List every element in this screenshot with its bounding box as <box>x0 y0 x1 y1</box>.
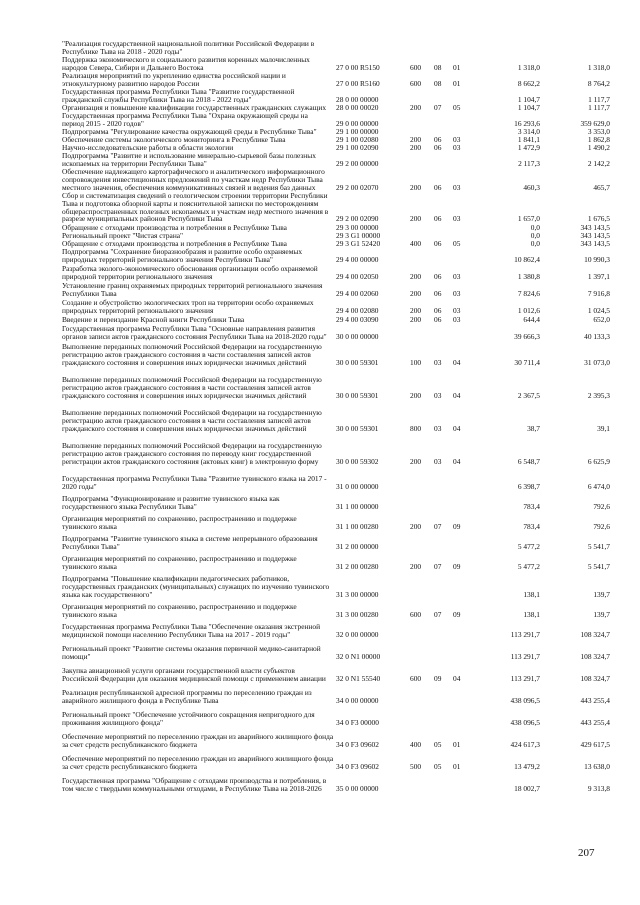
amount-year-2: 13 638,0 <box>584 761 610 771</box>
amount-year-1: 138,1 <box>523 609 540 619</box>
subsection-code: 03 <box>453 288 461 298</box>
target-article-code: 29 4 00 03090 <box>336 315 379 324</box>
section-code: 06 <box>434 239 442 248</box>
target-article-code: 29 4 00 00000 <box>336 254 379 264</box>
row-name: Сбор и систематизация сведений о геологическом строении территории Республики Тыва и подготовка обзорной карты и пояснительной записки по месторождениям общераспространенных полезных ископаемых и участкам недр местного значения в разрезе муниципальных районов Республики Тыва <box>62 191 329 224</box>
amount-year-2: 443 255,4 <box>580 695 610 705</box>
amount-year-1: 438 096,5 <box>510 717 540 727</box>
amount-year-2: 39,1 <box>597 423 610 433</box>
amount-year-2: 1 117,7 <box>588 94 610 104</box>
amount-year-1: 1 104,7 <box>517 94 540 104</box>
amount-year-1: 18 002,7 <box>514 783 540 793</box>
expense-type-code: 200 <box>410 305 422 315</box>
amount-year-2: 9 313,8 <box>587 783 610 793</box>
row-name: Обращение с отходами производства и потребления в Республике Тыва <box>62 223 287 232</box>
amount-year-2: 465,7 <box>593 182 610 192</box>
expense-type-code: 200 <box>410 456 422 466</box>
target-article-code: 34 0 00 00000 <box>336 695 379 705</box>
row-name: Организация мероприятий по сохранению, распространению и поддержке тувинского языка <box>62 514 297 531</box>
subsection-code: 09 <box>453 609 461 619</box>
amount-year-2: 6 474,0 <box>587 481 610 491</box>
amount-year-2: 1 490,2 <box>587 143 610 152</box>
amount-year-1: 0,0 <box>530 223 540 232</box>
amount-year-2: 1 318,0 <box>587 62 610 72</box>
amount-year-1: 38,7 <box>527 423 540 433</box>
row-name: Установление границ охраняемых природных территорий регионального значения Республики Тыва <box>62 281 323 298</box>
target-article-code: 30 0 00 59301 <box>336 357 379 367</box>
target-article-code: 28 0 00 00000 <box>336 94 379 104</box>
target-article-code: 35 0 00 00000 <box>336 783 379 793</box>
amount-year-1: 783,4 <box>523 501 540 511</box>
expense-type-code: 200 <box>410 390 422 400</box>
expense-type-code: 200 <box>410 288 422 298</box>
amount-year-1: 1 657,0 <box>517 214 540 224</box>
row-name: Научно-исследовательские работы в области экологии <box>62 143 234 152</box>
amount-year-2: 2 395,3 <box>587 390 610 400</box>
amount-year-1: 113 291,7 <box>510 651 540 661</box>
row-name: Государственная программа Республики Тыва "Основные направления развития органов записи актов гражданского состояния Республики Тыва на 2018-2020 годы" <box>62 324 327 341</box>
expense-type-code: 400 <box>410 239 422 248</box>
amount-year-2: 5 541,7 <box>587 541 610 551</box>
amount-year-1: 13 479,2 <box>514 761 540 771</box>
amount-year-2: 139,7 <box>593 609 610 619</box>
subsection-code: 03 <box>453 135 461 144</box>
row-name: Государственная программа Республики Тыва "Развитие тувинского языка на 2017 - 2020 годы" <box>62 474 327 491</box>
amount-year-1: 1 012,6 <box>517 305 540 315</box>
amount-year-1: 7 824,6 <box>517 288 540 298</box>
row-name: Обращение с отходами производства и потребления в Республике Тыва <box>62 239 287 248</box>
amount-year-2: 1 117,7 <box>588 103 610 112</box>
target-article-code: 31 0 00 00000 <box>336 481 379 491</box>
amount-year-1: 1 380,8 <box>517 271 540 281</box>
expense-type-code: 200 <box>410 182 422 192</box>
target-article-code: 27 0 00 R5160 <box>336 78 380 88</box>
amount-year-2: 343 143,5 <box>580 239 610 248</box>
section-code: 08 <box>434 62 442 72</box>
amount-year-1: 3 314,0 <box>517 127 540 136</box>
target-article-code: 29 1 00 02080 <box>336 135 379 144</box>
row-name: Выполнение переданных полномочий Российской Федерации на государственную регистрацию актов гражданского состояния по переводу книг государственной регистрации актов гражданского состояния (актовых книг) в электронную форму <box>62 441 322 466</box>
target-article-code: 29 4 00 02050 <box>336 271 379 281</box>
target-article-code: 29 0 00 00000 <box>336 118 379 128</box>
section-code: 06 <box>434 143 442 152</box>
target-article-code: 29 4 00 02080 <box>336 305 379 315</box>
amount-year-1: 0,0 <box>530 231 540 240</box>
row-name: Создание и обустройство экологических троп на территории особо охраняемых природных территорий регионального значения <box>62 298 314 315</box>
target-article-code: 32 0 N1 00000 <box>336 651 381 661</box>
target-article-code: 31 1 00 00000 <box>336 501 379 511</box>
target-article-code: 29 2 00 02090 <box>336 214 379 224</box>
row-name: Разработка эколого-экономического обоснования организации особо охраняемой природной территории регионального значения <box>62 264 318 281</box>
target-article-code: 29 4 00 02060 <box>336 288 379 298</box>
amount-year-2: 3 353,0 <box>587 127 610 136</box>
amount-year-1: 424 617,3 <box>510 739 540 749</box>
amount-year-1: 8 662,2 <box>517 78 540 88</box>
amount-year-1: 10 862,4 <box>514 254 540 264</box>
target-article-code: 30 0 00 59301 <box>336 390 379 400</box>
amount-year-1: 1 841,1 <box>517 135 540 144</box>
row-name: Региональный проект "Чистая страна" <box>62 231 184 240</box>
amount-year-1: 1 472,9 <box>517 143 540 152</box>
row-name: Организация мероприятий по сохранению, распространению и поддержке тувинского языка <box>62 602 297 619</box>
expense-type-code: 200 <box>410 521 422 531</box>
section-code: 03 <box>434 456 442 466</box>
row-name: Подпрограмма "Развитие и использование минерально-сырьевой базы полезных ископаемых на территории Республики Тыва" <box>62 151 316 168</box>
amount-year-1: 113 291,7 <box>510 629 540 639</box>
section-code: 06 <box>434 305 442 315</box>
target-article-code: 29 3 G1 00000 <box>336 231 381 240</box>
expense-type-code: 200 <box>410 561 422 571</box>
amount-year-2: 792,6 <box>593 501 610 511</box>
section-code: 07 <box>434 609 442 619</box>
amount-year-2: 1 397,1 <box>587 271 610 281</box>
row-name: Государственная программа "Обращение с отходами производства и потребления, в том числе с твердыми коммунальными отходами, в Республике Тыва на 2018-2026 <box>62 776 327 793</box>
subsection-code: 04 <box>453 673 461 683</box>
row-name: "Реализация государственной национальной политики Российской Федерации в Республике Тыва на 2018 - 2020 годы" <box>62 39 315 56</box>
subsection-code: 05 <box>453 239 461 248</box>
row-name: Государственная программа Республики Тыва "Развитие государственной гражданской службы Республики Тыва на 2018 - 2022 годы" <box>62 87 295 104</box>
amount-year-2: 443 255,4 <box>580 717 610 727</box>
section-code: 06 <box>434 182 442 192</box>
section-code: 06 <box>434 288 442 298</box>
expense-type-code: 200 <box>410 103 422 112</box>
amount-year-1: 39 666,3 <box>514 331 540 341</box>
amount-year-2: 108 324,7 <box>580 673 610 683</box>
section-code: 06 <box>434 135 442 144</box>
row-name: Выполнение переданных полномочий Российской Федерации на государственную регистрацию актов гражданского состояния в части составления записей актов гражданского состояния и совершения иных юридически значимых действий <box>62 408 322 433</box>
subsection-code: 03 <box>453 315 461 324</box>
row-name: Реализация мероприятий по укреплению единства российской нации и этнокультурному развитию народов России <box>62 71 286 88</box>
amount-year-1: 2 367,5 <box>517 390 540 400</box>
subsection-code: 01 <box>453 739 461 749</box>
row-name: Подпрограмма "Сохранение биоразнообразия и развитие особо охраняемых природных территорий регионального значения Республики Тыва" <box>62 247 303 264</box>
subsection-code: 04 <box>453 357 461 367</box>
target-article-code: 29 1 00 00000 <box>336 127 379 136</box>
target-article-code: 29 3 G1 52420 <box>336 239 381 248</box>
amount-year-1: 644,4 <box>523 315 540 324</box>
amount-year-1: 6 398,7 <box>517 481 540 491</box>
amount-year-2: 343 143,5 <box>580 231 610 240</box>
section-code: 06 <box>434 271 442 281</box>
expense-type-code: 200 <box>410 315 422 324</box>
row-name: Поддержка экономического и социального развития коренных малочисленных народов Севера, Сибири и Дальнего Востока <box>62 55 310 72</box>
target-article-code: 28 0 00 00020 <box>336 103 379 112</box>
amount-year-2: 1 862,8 <box>587 135 610 144</box>
row-name: Обеспечение мероприятий по переселению граждан из аварийного жилищного фонда за счет средств республиканского бюджета <box>62 732 334 749</box>
target-article-code: 29 2 00 02070 <box>336 182 379 192</box>
target-article-code: 32 0 00 00000 <box>336 629 379 639</box>
expense-type-code: 200 <box>410 214 422 224</box>
row-name: Обеспечение надлежащего картографического и аналитического информационного сопровождения инвестиционных предложений по участкам недр Республики Тыва местного значения, обеспечения коммуникативных связей и ведения баз данных <box>62 167 325 192</box>
amount-year-1: 438 096,5 <box>510 695 540 705</box>
expense-type-code: 600 <box>410 673 422 683</box>
row-name: Подпрограмма "Развитие тувинского языка в системе непрерывного образования Республики Тыва" <box>62 534 318 551</box>
amount-year-2: 5 541,7 <box>587 561 610 571</box>
row-name: Государственная программа Республики Тыва "Охрана окружающей среды на период 2015 - 2020 годов" <box>62 111 308 128</box>
section-code: 07 <box>434 561 442 571</box>
target-article-code: 29 3 00 00000 <box>336 223 379 232</box>
amount-year-2: 31 073,0 <box>584 357 610 367</box>
target-article-code: 29 1 00 02090 <box>336 143 379 152</box>
section-code: 06 <box>434 315 442 324</box>
target-article-code: 30 0 00 59301 <box>336 423 379 433</box>
subsection-code: 05 <box>453 103 461 112</box>
expense-type-code: 600 <box>410 78 422 88</box>
amount-year-2: 7 916,8 <box>587 288 610 298</box>
amount-year-2: 139,7 <box>593 589 610 599</box>
section-code: 03 <box>434 357 442 367</box>
amount-year-2: 10 990,3 <box>584 254 610 264</box>
target-article-code: 31 1 00 00280 <box>336 521 379 531</box>
amount-year-1: 783,4 <box>523 521 540 531</box>
target-article-code: 29 2 00 00000 <box>336 158 379 168</box>
row-name: Обеспечение мероприятий по переселению граждан из аварийного жилищного фонда за счет средств республиканского бюджета <box>62 754 334 771</box>
amount-year-2: 1 024,5 <box>587 305 610 315</box>
amount-year-1: 16 293,6 <box>514 118 540 128</box>
target-article-code: 34 0 F3 09602 <box>336 761 379 771</box>
amount-year-1: 30 711,4 <box>514 357 540 367</box>
row-name: Государственная программа Республики Тыва "Обеспечение оказания экстренной медицинской помощи населению Республики Тыва на 2017 - 2019 годы" <box>62 622 321 639</box>
row-name: Закупка авиационной услуги органами государственной власти субъектов Российской Федерации для оказания медицинской помощи с применением авиации <box>62 666 326 683</box>
row-name: Организация и повышение квалификации государственных гражданских служащих <box>62 103 327 112</box>
target-article-code: 30 0 00 59302 <box>336 456 379 466</box>
target-article-code: 30 0 00 00000 <box>336 331 379 341</box>
subsection-code: 03 <box>453 182 461 192</box>
subsection-code: 01 <box>453 761 461 771</box>
section-code: 06 <box>434 214 442 224</box>
amount-year-2: 108 324,7 <box>580 651 610 661</box>
target-article-code: 31 3 00 00280 <box>336 609 379 619</box>
row-name: Подпрограмма "Повышение квалификации педагогических работников, государственных гражданских (муниципальных) служащих по изучению тувинского языка как государственного" <box>62 574 330 599</box>
page-number: 207 <box>578 847 595 859</box>
subsection-code: 03 <box>453 305 461 315</box>
subsection-code: 03 <box>453 143 461 152</box>
expense-type-code: 500 <box>410 761 422 771</box>
subsection-code: 09 <box>453 521 461 531</box>
amount-year-2: 652,0 <box>593 315 610 324</box>
amount-year-2: 40 133,3 <box>584 331 610 341</box>
expense-type-code: 200 <box>410 271 422 281</box>
subsection-code: 03 <box>453 214 461 224</box>
row-name: Региональный проект "Развитие системы оказания первичной медико-санитарной помощи" <box>62 644 321 661</box>
section-code: 07 <box>434 103 442 112</box>
subsection-code: 01 <box>453 78 461 88</box>
expense-type-code: 200 <box>410 143 422 152</box>
amount-year-2: 429 617,5 <box>580 739 610 749</box>
section-code: 03 <box>434 390 442 400</box>
target-article-code: 31 2 00 00280 <box>336 561 379 571</box>
amount-year-1: 6 548,7 <box>517 456 540 466</box>
target-article-code: 27 0 00 R5150 <box>336 62 380 72</box>
amount-year-1: 460,3 <box>523 182 540 192</box>
target-article-code: 32 0 N1 55540 <box>336 673 381 683</box>
subsection-code: 01 <box>453 62 461 72</box>
amount-year-1: 5 477,2 <box>517 541 540 551</box>
amount-year-1: 0,0 <box>530 239 540 248</box>
subsection-code: 04 <box>453 456 461 466</box>
target-article-code: 34 0 F3 09602 <box>336 739 379 749</box>
amount-year-2: 8 764,2 <box>587 78 610 88</box>
amount-year-2: 2 142,2 <box>587 158 610 168</box>
subsection-code: 04 <box>453 390 461 400</box>
amount-year-2: 792,6 <box>593 521 610 531</box>
subsection-code: 04 <box>453 423 461 433</box>
amount-year-2: 6 625,9 <box>587 456 610 466</box>
expense-type-code: 100 <box>410 357 422 367</box>
subsection-code: 03 <box>453 271 461 281</box>
target-article-code: 34 0 F3 00000 <box>336 717 379 727</box>
amount-year-1: 5 477,2 <box>517 561 540 571</box>
row-name: Подпрограмма "Функционирование и развитие тувинского языка как государственного языка Республики Тыва" <box>62 494 280 511</box>
amount-year-2: 108 324,7 <box>580 629 610 639</box>
section-code: 09 <box>434 673 442 683</box>
row-name: Подпрограмма "Регулирование качества окружающей среды в Республике Тыва" <box>62 127 317 136</box>
amount-year-2: 1 676,5 <box>587 214 610 224</box>
section-code: 03 <box>434 423 442 433</box>
amount-year-1: 2 117,3 <box>518 158 540 168</box>
expense-type-code: 800 <box>410 423 422 433</box>
target-article-code: 31 3 00 00000 <box>336 589 379 599</box>
amount-year-1: 1 104,7 <box>517 103 540 112</box>
expense-type-code: 600 <box>410 609 422 619</box>
row-name: Обеспечение системы экологического мониторинга в Республике Тыва <box>62 135 286 144</box>
section-code: 05 <box>434 761 442 771</box>
amount-year-1: 113 291,7 <box>510 673 540 683</box>
amount-year-2: 343 143,5 <box>580 223 610 232</box>
section-code: 07 <box>434 521 442 531</box>
section-code: 05 <box>434 739 442 749</box>
subsection-code: 09 <box>453 561 461 571</box>
amount-year-2: 359 629,0 <box>580 118 610 128</box>
expense-type-code: 600 <box>410 62 422 72</box>
expense-type-code: 400 <box>410 739 422 749</box>
row-name: Выполнение переданных полномочий Российской Федерации на государственную регистрацию актов гражданского состояния в части составления записей актов гражданского состояния и совершения иных юридически значимых действий <box>62 375 322 400</box>
target-article-code: 31 2 00 00000 <box>336 541 379 551</box>
row-name: Организация мероприятий по сохранению, распространению и поддержке тувинского языка <box>62 554 297 571</box>
amount-year-1: 1 318,0 <box>517 62 540 72</box>
row-name: Введение и переиздание Красной книги Республики Тыва <box>62 315 245 324</box>
row-name: Выполнение переданных полномочий Российской Федерации на государственную регистрацию актов гражданского состояния в части составления записей актов гражданского состояния и совершения иных юридически значимых действий <box>62 342 322 367</box>
expense-type-code: 200 <box>410 135 422 144</box>
amount-year-1: 138,1 <box>523 589 540 599</box>
section-code: 08 <box>434 78 442 88</box>
row-name: Реализация республиканской адресной программы по переселению граждан из аварийного жилищного фонда в Республике Тыва <box>62 688 312 705</box>
row-name: Региональный проект "Обеспечение устойчивого сокращения непригодного для проживания жилищного фонда" <box>62 710 315 727</box>
